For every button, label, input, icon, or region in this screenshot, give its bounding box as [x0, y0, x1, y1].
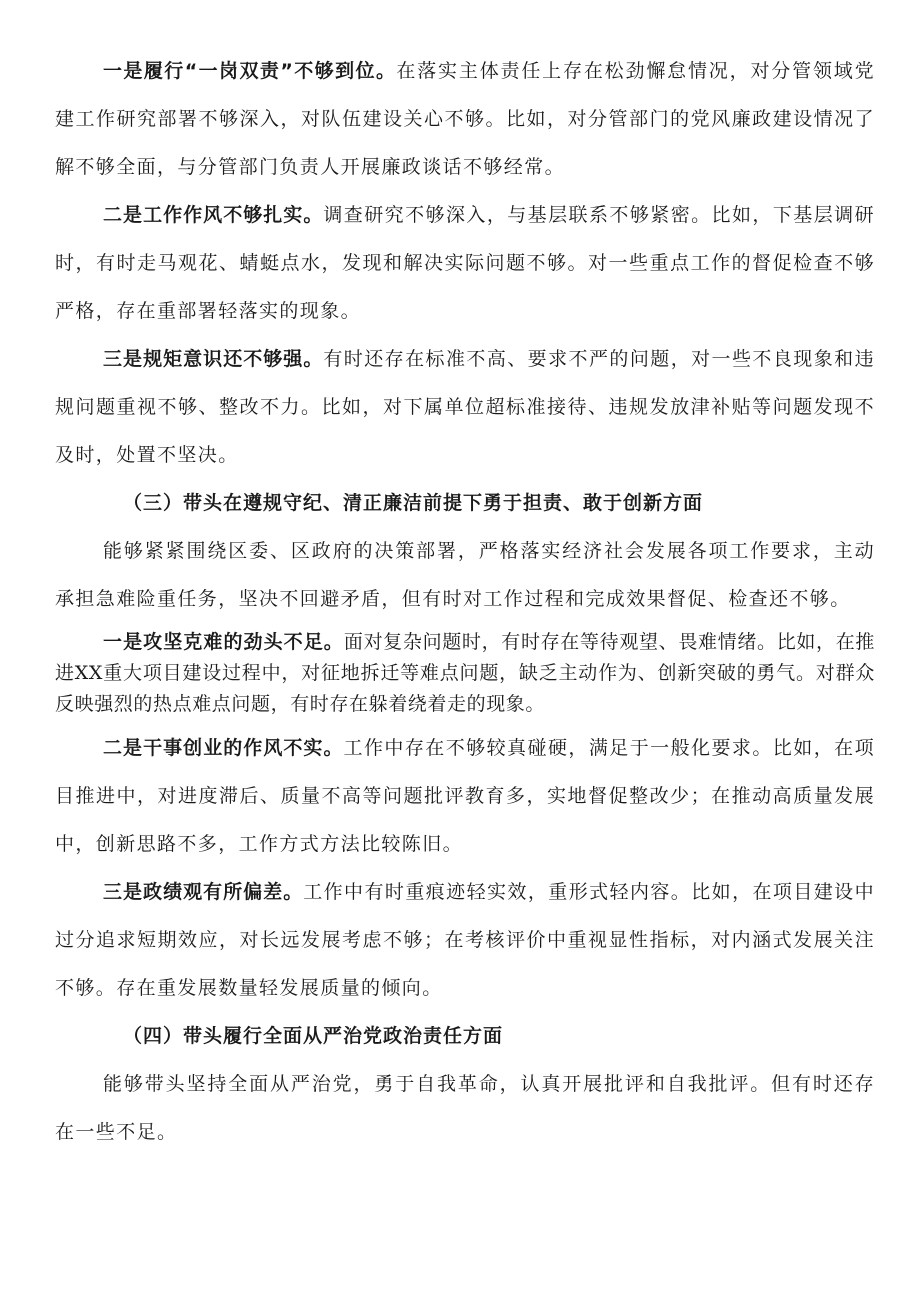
paragraph-text: 能够紧紧围绕区委、区政府的决策部署，严格落实经济社会发展各项工作要求，主动承担急难险重任务，坚决不回避矛盾，但有时对工作过程和完成效果督促、检查还不够。 [55, 540, 875, 610]
paragraph-lead: 三是规矩意识还不够强。 [103, 348, 324, 370]
paragraph-entrepreneurial-style [55, 724, 875, 868]
paragraph-section-4-intro [55, 1060, 875, 1156]
paragraph-rules-awareness [55, 335, 875, 479]
paragraph-lead: 一是攻坚克难的劲头不足。 [103, 631, 344, 653]
section-heading-4: （四）带头履行全面从严治党政治责任方面 [123, 1025, 504, 1047]
paragraph-text: 在落实主体责任上存在松劲懈怠情况，对分管领域党建工作研究部署不够深入，对队伍建设关心不够。比如，对分管部门的党风廉政建设情况了解不够全面，与分管部门负责人开展廉政谈话不够经常。 [55, 60, 875, 178]
paragraph-responsibility [55, 47, 875, 191]
paragraph-text: 能够带头坚持全面从严治党，勇于自我革命，认真开展批评和自我批评。但有时还存在一些不足。 [55, 1073, 875, 1143]
paragraph-text: 调查研究不够深入，与基层联系不够紧密。比如，下基层调研时，有时走马观花、蜻蜓点水，发现和解决实际问题不够。对一些重点工作的督促检查不够严格，存在重部署轻落实的现象。 [55, 204, 875, 322]
section-heading-3: （三）带头在遵规守纪、清正廉洁前提下勇于担责、敢于创新方面 [123, 492, 704, 514]
paragraph-performance-view [55, 868, 875, 1012]
paragraph-text: 工作中有时重痕迹轻实效，重形式轻内容。比如，在项目建设中过分追求短期效应，对长远发展考虑不够；在考核评价中重视显性指标，对内涵式发展关注不够。存在重发展数量轻发展质量的倾向。 [55, 881, 875, 999]
paragraph-section-3-intro [55, 527, 875, 623]
paragraph-work-style [55, 191, 875, 335]
paragraph-text: 有时还存在标准不高、要求不严的问题，对一些不良现象和违规问题重视不够、整改不力。比如，对下属单位超标准接待、违规发放津补贴等问题发现不及时，处置不坚决。 [55, 348, 875, 466]
paragraph-lead: 一是履行“一岗双责”不够到位。 [103, 60, 397, 82]
paragraph-text: 工作中存在不够较真碰硬，满足于一般化要求。比如，在项目推进中，对进度滞后、质量不高等问题批评教育多，实地督促整改少；在推动高质量发展中，创新思路不多，工作方式方法比较陈旧。 [55, 737, 875, 855]
paragraph-lead: 二是干事创业的作风不实。 [103, 737, 344, 759]
paragraph-lead: 三是政绩观有所偏差。 [103, 881, 304, 903]
paragraph-overcoming-difficulties [55, 627, 875, 720]
paragraph-lead: 二是工作作风不够扎实。 [103, 204, 324, 226]
paragraph-text: 面对复杂问题时，有时存在等待观望、畏难情绪。比如，在推进XX重大项目建设过程中，对征地拆迁等难点问题，缺乏主动作为、创新突破的勇气。对群众反映强烈的热点难点问题，有时存在躲着绕着走的现象。 [55, 631, 875, 715]
document-page [55, 47, 875, 1156]
